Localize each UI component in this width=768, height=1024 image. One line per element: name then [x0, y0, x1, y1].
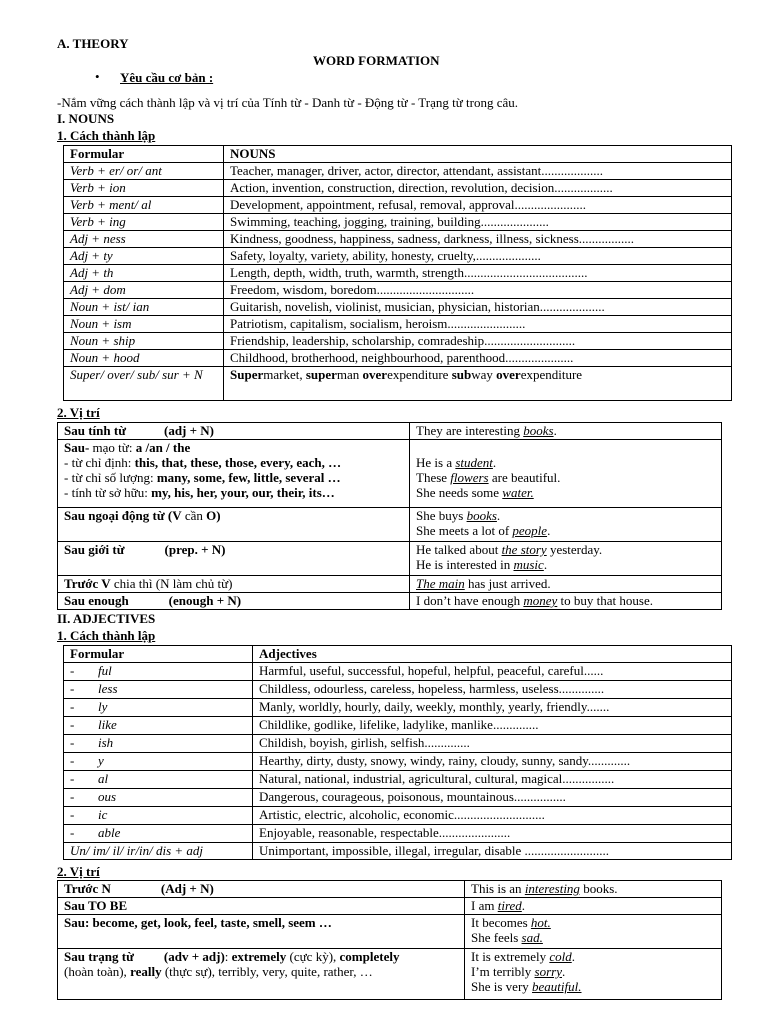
examples-cell: Kindness, goodness, happiness, sadness, darkness, illness, sickness................. — [224, 231, 732, 248]
formula-cell: Verb + er/ or/ ant — [64, 163, 224, 180]
example-cell: It becomes hot. She feels sad. — [465, 915, 722, 949]
rule-cell: Sau: become, get, look, feel, taste, smell, seem … — [58, 915, 465, 949]
bullet-dot: • — [95, 69, 100, 84]
examples-cell: Dangerous, courageous, poisonous, mountainous................ — [253, 789, 732, 807]
table-row — [64, 265, 732, 282]
formula-cell: Adj + ty — [64, 248, 224, 265]
table-row — [58, 949, 722, 1000]
table-row — [64, 789, 732, 807]
table-row — [58, 915, 722, 949]
formula-cell: Noun + ist/ ian — [64, 299, 224, 316]
rule-cell: Trước V chia thì (N làm chủ từ) — [58, 576, 410, 593]
formula-cell: - ish — [64, 735, 253, 753]
example-cell: He talked about the story yesterday. He is interested in music. — [410, 542, 722, 576]
table-header: Formular — [64, 146, 224, 163]
example-cell: I don’t have enough money to buy that house. — [410, 593, 722, 610]
examples-cell: Teacher, manager, driver, actor, director, attendant, assistant................... — [224, 163, 732, 180]
nouns-formation-heading: 1. Cách thành lập — [57, 128, 156, 143]
heading-theory: A. THEORY — [57, 36, 129, 51]
table-row — [58, 542, 722, 576]
examples-cell: Childish, boyish, girlish, selfish.............. — [253, 735, 732, 753]
rule-cell: Sau TO BE — [58, 898, 465, 915]
formula-cell: Noun + ism — [64, 316, 224, 333]
nouns-position-table — [57, 422, 722, 610]
table-row — [58, 508, 722, 542]
formula-cell: - y — [64, 753, 253, 771]
table-row — [64, 699, 732, 717]
adjectives-position-heading: 2. Vị trí — [57, 864, 100, 879]
nouns-heading: I. NOUNS — [57, 111, 115, 126]
formula-cell: Verb + ment/ al — [64, 197, 224, 214]
examples-cell: Guitarish, novelish, violinist, musician, physician, historian.................... — [224, 299, 732, 316]
rule-cell: Sau ngoại động từ (V cần O) — [58, 508, 410, 542]
formula-cell: - ly — [64, 699, 253, 717]
table-row — [64, 681, 732, 699]
formula-cell: - ful — [64, 663, 253, 681]
table-header: NOUNS — [224, 146, 732, 163]
examples-cell: Manly, worldly, hourly, daily, weekly, monthly, yearly, friendly....... — [253, 699, 732, 717]
table-row — [64, 180, 732, 197]
rule-cell: Trước N (Adj + N) — [58, 881, 465, 898]
formula-cell: Verb + ion — [64, 180, 224, 197]
examples-cell: Action, invention, construction, direction, revolution, decision.................. — [224, 180, 732, 197]
table-row — [64, 367, 732, 401]
formula-cell: Adj + ness — [64, 231, 224, 248]
example-cell: This is an interesting books. — [465, 881, 722, 898]
formula-cell: Adj + dom — [64, 282, 224, 299]
formula-cell: Super/ over/ sub/ sur + N — [64, 367, 224, 401]
example-cell: She buys books. She meets a lot of people. — [410, 508, 722, 542]
table-row — [64, 753, 732, 771]
table-row — [64, 735, 732, 753]
table-row — [64, 663, 732, 681]
example-cell: I am tired. — [465, 898, 722, 915]
table-row — [64, 825, 732, 843]
table-row — [64, 163, 732, 180]
table-header: Formular — [64, 646, 253, 663]
rule-cell: Sau giới từ (prep. + N) — [58, 542, 410, 576]
formula-cell: Verb + ing — [64, 214, 224, 231]
table-row — [64, 231, 732, 248]
examples-cell: Childhood, brotherhood, neighbourhood, parenthood..................... — [224, 350, 732, 367]
table-row — [64, 299, 732, 316]
table-row — [58, 423, 722, 440]
nouns-formation-table — [63, 145, 732, 401]
examples-cell: Childlike, godlike, lifelike, ladylike, manlike.............. — [253, 717, 732, 735]
rule-cell: Sau trạng từ (adv + adj): extremely (cực kỳ), completely (hoàn toàn), really (thực sự), terribly, very, quite, rather, … — [58, 949, 465, 1000]
table-row — [64, 771, 732, 789]
table-row — [58, 440, 722, 508]
examples-cell: Harmful, useful, successful, hopeful, helpful, peaceful, careful...... — [253, 663, 732, 681]
table-row — [64, 316, 732, 333]
intro-text: -Nắm vững cách thành lập và vị trí của Tính từ - Danh từ - Động từ - Trạng từ trong câu. — [57, 95, 519, 110]
example-cell: It is extremely cold. I’m terribly sorry. She is very beautiful. — [465, 949, 722, 1000]
formula-cell: Noun + hood — [64, 350, 224, 367]
example-cell: The main has just arrived. — [410, 576, 722, 593]
examples-cell: Swimming, teaching, jogging, training, building..................... — [224, 214, 732, 231]
formula-cell: - ic — [64, 807, 253, 825]
example-cell: He is a student. These flowers are beautiful. She needs some water. — [410, 440, 722, 508]
table-row — [58, 881, 722, 898]
table-row — [58, 898, 722, 915]
table-row — [64, 350, 732, 367]
examples-cell: Safety, loyalty, variety, ability, honesty, cruelty,.................... — [224, 248, 732, 265]
examples-cell: Supermarket, superman overexpenditure subway overexpenditure — [224, 367, 732, 401]
formula-cell: Adj + th — [64, 265, 224, 282]
examples-cell: Patriotism, capitalism, socialism, heroism........................ — [224, 316, 732, 333]
example-cell: They are interesting books. — [410, 423, 722, 440]
formula-cell: - ous — [64, 789, 253, 807]
table-row — [64, 717, 732, 735]
adjectives-formation-table — [63, 645, 732, 860]
adjectives-position-table — [57, 880, 722, 1000]
table-row — [58, 593, 722, 610]
formula-cell: Un/ im/ il/ ir/in/ dis + adj — [64, 843, 253, 860]
table-row — [64, 807, 732, 825]
page-title: WORD FORMATION — [313, 53, 440, 68]
examples-cell: Hearthy, dirty, dusty, snowy, windy, rainy, cloudy, sunny, sandy............. — [253, 753, 732, 771]
table-row — [64, 214, 732, 231]
table-row — [64, 248, 732, 265]
rule-cell: Sau- mạo từ: a /an / the - từ chỉ định: this, that, these, those, every, each, … - từ chỉ số lượng: many, some, few, little, several … - tính từ sở hữu: my, his, her, your, our, their, its… — [58, 440, 410, 508]
examples-cell: Length, depth, width, truth, warmth, strength...................................... — [224, 265, 732, 282]
examples-cell: Childless, odourless, careless, hopeless, harmless, useless.............. — [253, 681, 732, 699]
table-header: Adjectives — [253, 646, 732, 663]
formula-cell: - able — [64, 825, 253, 843]
adjectives-heading: II. ADJECTIVES — [57, 611, 156, 626]
table-row — [64, 843, 732, 860]
examples-cell: Natural, national, industrial, agricultural, cultural, magical................ — [253, 771, 732, 789]
table-row — [58, 576, 722, 593]
formula-cell: Noun + ship — [64, 333, 224, 350]
formula-cell: - less — [64, 681, 253, 699]
examples-cell: Freedom, wisdom, boredom.............................. — [224, 282, 732, 299]
rule-cell: Sau tính từ (adj + N) — [58, 423, 410, 440]
table-row — [64, 282, 732, 299]
rule-cell: Sau enough (enough + N) — [58, 593, 410, 610]
examples-cell: Unimportant, impossible, illegal, irregular, disable .......................... — [253, 843, 732, 860]
adjectives-formation-heading: 1. Cách thành lập — [57, 628, 156, 643]
requirements-heading: Yêu cầu cơ bản : — [120, 70, 214, 85]
examples-cell: Friendship, leadership, scholarship, comradeship............................ — [224, 333, 732, 350]
table-row — [64, 333, 732, 350]
table-row — [64, 197, 732, 214]
examples-cell: Enjoyable, reasonable, respectable...................... — [253, 825, 732, 843]
formula-cell: - like — [64, 717, 253, 735]
examples-cell: Artistic, electric, alcoholic, economic............................ — [253, 807, 732, 825]
examples-cell: Development, appointment, refusal, removal, approval...................... — [224, 197, 732, 214]
formula-cell: - al — [64, 771, 253, 789]
nouns-position-heading: 2. Vị trí — [57, 405, 100, 420]
